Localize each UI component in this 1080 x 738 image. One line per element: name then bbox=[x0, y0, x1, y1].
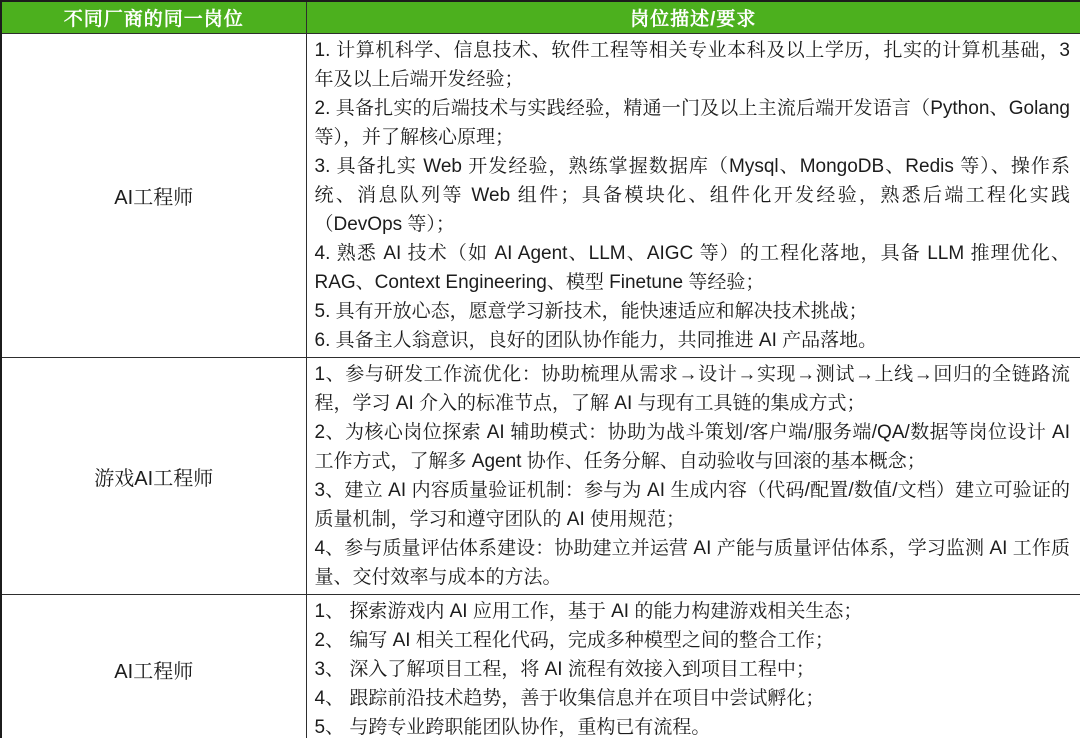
requirement-item: 2、 编写 AI 相关工程化代码，完成多种模型之间的整合工作； bbox=[314, 630, 834, 651]
requirement-item: 3. 具备扎实 Web 开发经验，熟练掌握数据库（Mysql、MongoDB、Redis 等）、操作系统、消息队列等 Web 组件；具备模块化、组件化开发经验，熟悉后端工程化实践（DevOps 等）； bbox=[314, 156, 1070, 235]
requirement-item: 2、为核心岗位探索 AI 辅助模式：协助为战斗策划/客户端/服务端/QA/数据等岗位设计 AI 工作方式，了解多 Agent 协作、任务分解、自动验收与回滚的基本概念； bbox=[314, 422, 1070, 472]
requirement-item: 1、 探索游戏内 AI 应用工作，基于 AI 的能力构建游戏相关生态； bbox=[314, 601, 863, 622]
position-cell: 游戏AI工程师 bbox=[1, 358, 306, 595]
position-cell: AI工程师 bbox=[1, 34, 306, 358]
requirement-item: 3、建立 AI 内容质量验证机制：参与为 AI 生成内容（代码/配置/数值/文档）建立可验证的质量机制，学习和遵守团队的 AI 使用规范； bbox=[314, 480, 1070, 530]
requirement-item: 1. 计算机科学、信息技术、软件工程等相关专业本科及以上学历，扎实的计算机基础，3 年及以上后端开发经验； bbox=[314, 40, 1070, 90]
table-row bbox=[1, 595, 1080, 738]
table-row bbox=[1, 358, 1080, 595]
requirement-item: 5. 具有开放心态，愿意学习新技术，能快速适应和解决技术挑战； bbox=[314, 301, 868, 322]
requirement-item: 4、 跟踪前沿技术趋势，善于收集信息并在项目中尝试孵化； bbox=[314, 688, 825, 709]
header-cell-description: 岗位描述/要求 bbox=[306, 1, 1080, 34]
requirement-item: 6. 具备主人翁意识，良好的团队协作能力，共同推进 AI 产品落地。 bbox=[314, 330, 878, 351]
table-row bbox=[1, 34, 1080, 358]
requirement-item: 2. 具备扎实的后端技术与实践经验，精通一门及以上主流后端开发语言（Python、Golang 等），并了解核心原理； bbox=[314, 98, 1070, 148]
table-header-row bbox=[1, 1, 1080, 34]
requirement-item: 1、参与研发工作流优化：协助梳理从需求→设计→实现→测试→上线→回归的全链路流程，学习 AI 介入的标准节点，了解 AI 与现有工具链的集成方式； bbox=[314, 364, 1070, 414]
header-cell-position: 不同厂商的同一岗位 bbox=[1, 1, 306, 34]
description-cell bbox=[306, 34, 1080, 358]
description-cell bbox=[306, 595, 1080, 738]
requirement-item: 4. 熟悉 AI 技术（如 AI Agent、LLM、AIGC 等）的工程化落地，具备 LLM 推理优化、 RAG、Context Engineering、模型 Finetune 等经验； bbox=[314, 243, 1070, 293]
description-cell bbox=[306, 358, 1080, 595]
position-cell: AI工程师 bbox=[1, 595, 306, 738]
requirement-item: 3、 深入了解项目工程，将 AI 流程有效接入到项目工程中； bbox=[314, 659, 815, 680]
requirement-item: 5、 与跨专业跨职能团队协作，重构已有流程。 bbox=[314, 717, 711, 738]
requirement-item: 4、参与质量评估体系建设：协助建立并运营 AI 产能与质量评估体系，学习监测 AI 工作质量、交付效率与成本的方法。 bbox=[314, 538, 1070, 588]
